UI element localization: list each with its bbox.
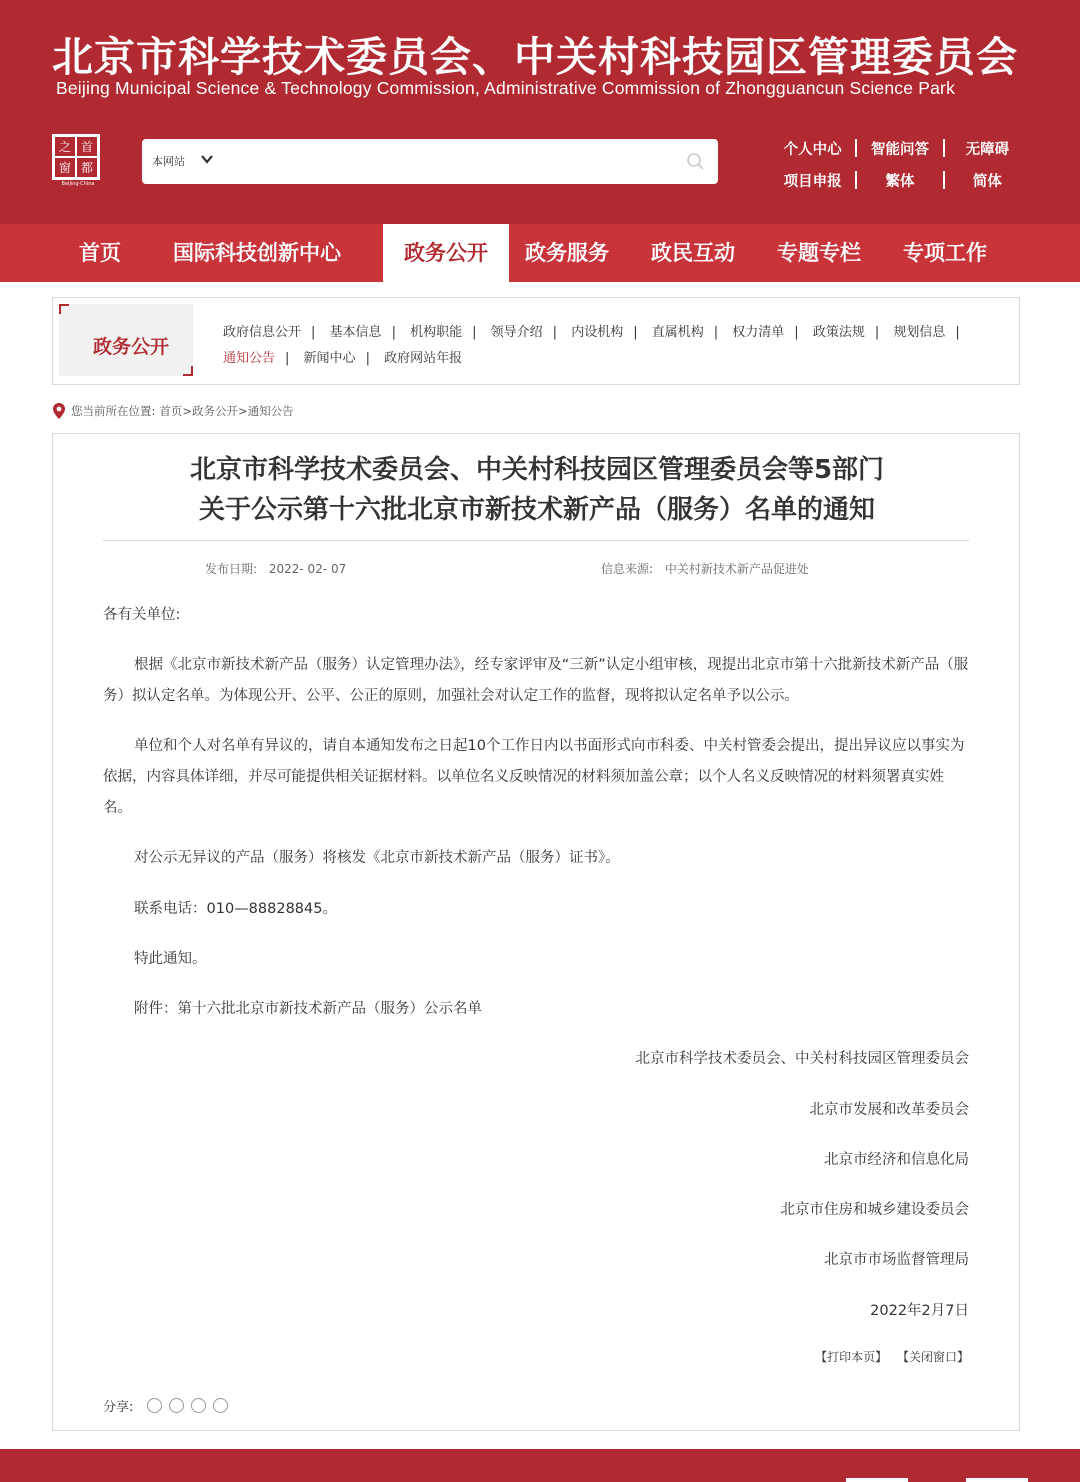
utility-row	[770, 166, 1030, 194]
footer-tab[interactable]	[966, 1478, 1028, 1482]
footer-tab[interactable]	[846, 1478, 908, 1482]
info-source	[601, 560, 809, 577]
link-accessibility[interactable]: 无障碍	[965, 141, 1010, 158]
article-title-line: 关于公示第十六批北京市新技术新产品（服务）名单的通知	[198, 495, 875, 525]
subnav-title-box	[59, 304, 193, 376]
nav-government-affairs[interactable]: 政务公开	[383, 224, 509, 296]
search-input[interactable]	[226, 145, 666, 177]
logo-grid	[52, 134, 100, 180]
subnav-link-basic-info[interactable]: 基本信息	[329, 325, 382, 340]
logo-caption: Beijing·China	[61, 181, 95, 187]
breadcrumb-separator: >	[182, 404, 193, 418]
site-footer	[0, 1449, 1080, 1482]
signatory: 北京市市场监督管理局	[824, 1252, 969, 1268]
link-project-application[interactable]: 项目申报	[783, 173, 842, 190]
contact-phone: 联系电话：010—88828845。	[134, 901, 337, 917]
subnav-link-planning[interactable]: 规划信息	[893, 325, 946, 340]
publish-date-value: 2022- 02- 07	[268, 562, 347, 576]
nav-intl-innovation-center[interactable]: 国际科技创新中心	[173, 241, 341, 265]
subnav-links: 政府信息公开 | 基本信息 | 机构职能 | 领导介绍 | 内设机构 | 直属机构 | 权力清单 | 政策法规 | 规划信息 | 通知公告 | 新闻中心 | 政府网站年报	[223, 325, 960, 366]
search-box	[142, 139, 718, 184]
subnav-link-leaders[interactable]: 领导介绍	[490, 325, 543, 340]
article-paragraph: 对公示无异议的产品（服务）将核发《北京市新技术新产品（服务）证书》。	[134, 850, 620, 866]
search-scope-select[interactable]: 本网站	[152, 155, 185, 168]
wechat-share-icon[interactable]	[147, 1398, 162, 1413]
corner-decoration	[183, 366, 193, 376]
nav-special-topics[interactable]: 专题专栏	[777, 241, 861, 265]
logo-char: 都	[76, 157, 98, 178]
article-title-line: 北京市科学技术委员会、中关村科技园区管理委员会等5部门	[189, 455, 885, 485]
location-pin-icon	[52, 402, 66, 420]
subnav-link-gov-info[interactable]: 政府信息公开	[223, 325, 302, 340]
publish-date	[205, 560, 346, 577]
title-divider	[103, 540, 969, 541]
chevron-down-icon[interactable]	[200, 152, 214, 166]
site-header	[0, 0, 1080, 224]
signatory: 北京市住房和城乡建设委员会	[780, 1202, 969, 1218]
link-simplified[interactable]: 简体	[972, 173, 1002, 190]
subnav-link-internal-orgs[interactable]: 内设机构	[571, 325, 624, 340]
info-source-value: 中关村新技术新产品促进处	[664, 562, 809, 576]
info-source-label: 信息来源:	[601, 562, 654, 576]
signatory: 北京市经济和信息化局	[824, 1152, 969, 1168]
close-window-link[interactable]: 【关闭窗口】	[896, 1350, 969, 1364]
subnav-link-power-list[interactable]: 权力清单	[732, 325, 785, 340]
corner-decoration	[59, 304, 69, 314]
article-title	[53, 450, 1021, 530]
nav-government-services[interactable]: 政务服务	[525, 241, 609, 265]
weibo-share-icon[interactable]	[169, 1398, 184, 1413]
salutation: 各有关单位:	[103, 607, 181, 623]
subnav-link-notices[interactable]: 通知公告	[223, 351, 276, 366]
search-icon[interactable]	[686, 152, 706, 172]
share-label: 分享:	[103, 1400, 134, 1415]
publish-date-label: 发布日期:	[205, 562, 258, 576]
article-paragraph: 单位和个人对名单有异议的，请自本通知发布之日起10个工作日内以书面形式向市科委、中关村管委会提出，提出异议应以事实为依据，内容具体详细，并尽可能提供相关证据材料。以单位名义反映情况的材料须加盖公章；以个人名义反映情况的材料须署真实姓名。	[103, 738, 965, 816]
nav-public-interaction[interactable]: 政民互动	[651, 241, 735, 265]
breadcrumb-separator: >	[238, 404, 248, 418]
nav-home[interactable]: 首页	[79, 241, 121, 265]
link-personal-center[interactable]: 个人中心	[783, 141, 842, 158]
notice-closing: 特此通知。	[134, 951, 207, 967]
utility-row	[770, 134, 1030, 162]
qzone-share-icon[interactable]	[213, 1398, 228, 1413]
signatory: 北京市发展和改革委员会	[809, 1102, 969, 1118]
utility-links	[770, 134, 1030, 198]
site-logo[interactable]	[52, 134, 104, 188]
sign-date: 2022年2月7日	[870, 1303, 969, 1319]
subnav-link-functions[interactable]: 机构职能	[410, 325, 463, 340]
subnav-title: 政务公开	[93, 336, 170, 358]
breadcrumb-home[interactable]: 首页	[159, 404, 183, 418]
breadcrumb	[52, 402, 294, 420]
subnav-link-policies[interactable]: 政策法规	[812, 325, 865, 340]
subnav-link-annual-report[interactable]: 政府网站年报	[384, 351, 463, 366]
main-nav	[0, 224, 1080, 282]
share-bar	[103, 1396, 228, 1415]
site-title: 北京市科学技术委员会、中关村科技园区管理委员会	[52, 33, 1018, 81]
breadcrumb-gov-affairs[interactable]: 政务公开	[192, 404, 239, 418]
breadcrumb-label: 您当前所在位置:	[71, 404, 156, 418]
nav-special-work[interactable]: 专项工作	[903, 241, 987, 265]
logo-char: 首	[76, 136, 98, 157]
site-subtitle: Beijing Municipal Science & Technology Commission, Administrative Commission of Zhongguancun Science Park	[56, 78, 956, 98]
page-tools	[103, 1348, 969, 1365]
subnav-link-affiliated-orgs[interactable]: 直属机构	[651, 325, 704, 340]
attachment-link[interactable]: 附件：第十六批北京市新技术新产品（服务）公示名单	[134, 1001, 482, 1017]
subnav-link-news[interactable]: 新闻中心	[303, 351, 356, 366]
logo-char: 窗	[54, 157, 76, 178]
sub-nav	[52, 297, 1020, 385]
print-page-link[interactable]: 【打印本页】	[815, 1350, 888, 1364]
signatory: 北京市科学技术委员会、中关村科技园区管理委员会	[635, 1051, 969, 1067]
article-paragraph: 根据《北京市新技术新产品（服务）认定管理办法》，经专家评审及“三新”认定小组审核，现提出北京市第十六批新技术新产品（服务）拟认定名单。为体现公开、公平、公正的原则，加强社会对认定工作的监督，现将拟认定名单予以公示。	[103, 657, 969, 704]
link-traditional[interactable]: 繁体	[885, 173, 915, 190]
article-panel	[52, 433, 1020, 1431]
qq-share-icon[interactable]	[191, 1398, 206, 1413]
breadcrumb-notices[interactable]: 通知公告	[247, 404, 294, 418]
link-smart-qa[interactable]: 智能问答	[871, 141, 929, 158]
logo-char: 之	[54, 136, 76, 157]
